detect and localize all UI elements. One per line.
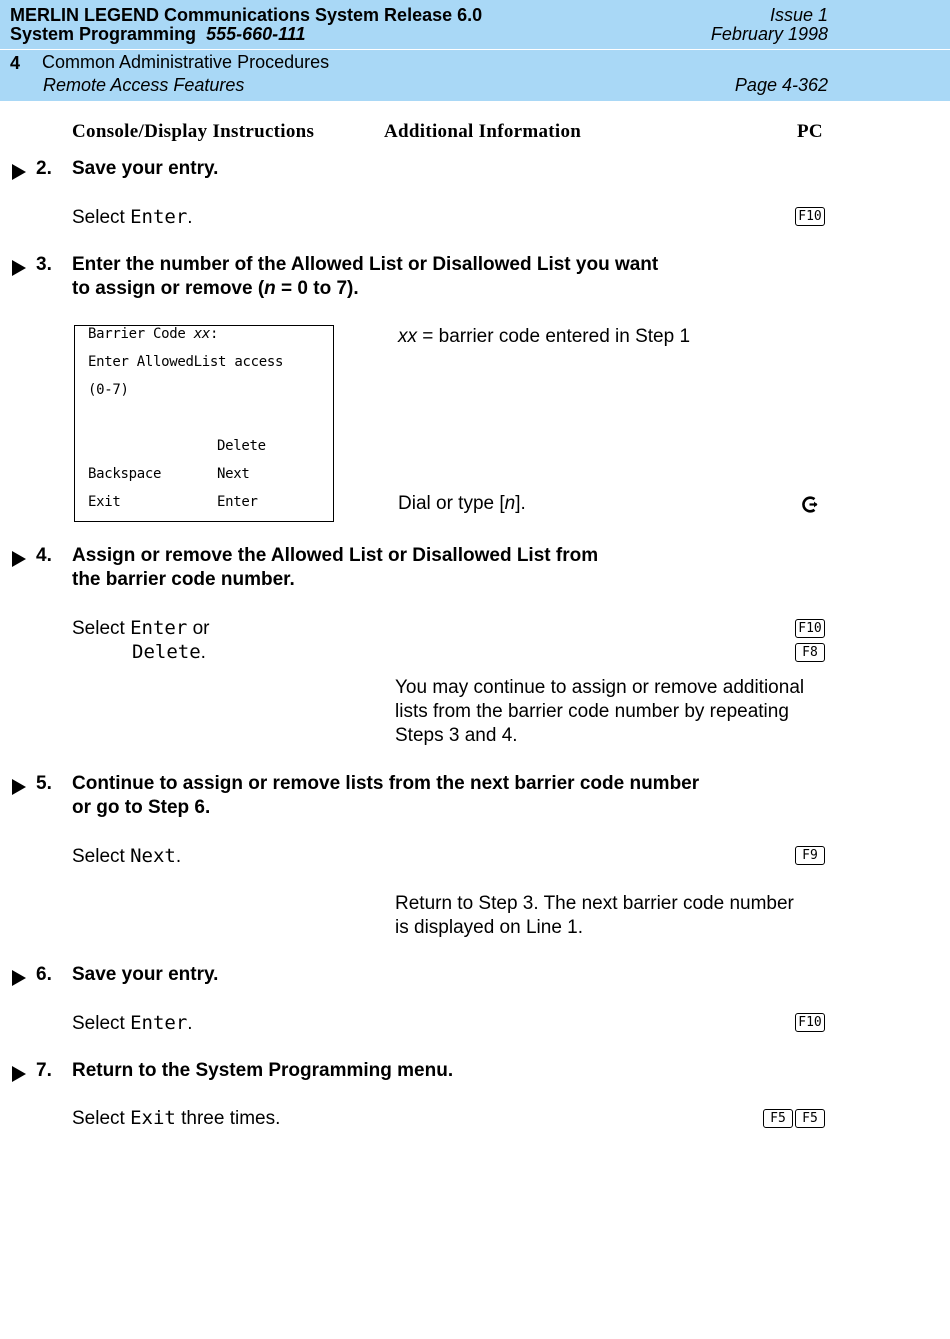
issue-date: February 1998 [710,24,828,44]
chapter-number: 4 [10,53,21,73]
function-key-f5: F5 [763,1109,793,1128]
triangle-right-icon [12,164,26,180]
step-number: 7. [36,1060,52,1081]
step-number: 3. [36,254,52,275]
softkey-enter[interactable]: Enter [217,494,258,510]
softkey-next[interactable]: Next [217,466,250,482]
triangle-right-icon [12,970,26,986]
column-heading-pc: PC [797,121,823,142]
step-title: Save your entry. [72,158,219,179]
column-heading-info: Additional Information [384,121,582,142]
doc-subtitle: System Programming 555-660-111 [10,24,306,44]
triangle-right-icon [12,779,26,795]
step-title-line2: or go to Step 6. [72,797,211,818]
triangle-right-icon [12,551,26,567]
chapter-title: Common Administrative Procedures [42,52,330,72]
function-key-f5: F5 [795,1109,825,1128]
softkey-backspace[interactable]: Backspace [88,466,162,482]
step-number: 2. [36,158,52,179]
column-heading-console: Console/Display Instructions [72,121,315,142]
issue-label: Issue 1 [769,5,828,25]
info-note: xx = barrier code entered in Step 1 [398,326,691,347]
step-title-line2: to assign or remove (n = 0 to 7). [72,278,359,299]
step-title: Return to the System Programming menu. [72,1060,454,1081]
function-key-f9: F9 [795,846,825,865]
step-number: 6. [36,964,52,985]
softkey-exit[interactable]: Exit [88,494,121,510]
screen-line-2: Enter AllowedList access [88,354,284,370]
step-title-line2: the barrier code number. [72,569,295,590]
dial-instruction: Dial or type [n]. [398,493,526,514]
info-note: Return to Step 3. The next barrier code number is displayed on Line 1. [395,893,794,938]
function-key-f10: F10 [795,207,825,226]
header-divider [0,49,950,50]
info-note: You may continue to assign or remove additional lists from the barrier code number by repeating Steps 3 and 4. [395,677,805,746]
triangle-right-icon [12,1066,26,1082]
step-instruction: Select Enter. [72,206,193,228]
step-instruction: Select Enter or [72,617,210,639]
step-title: Save your entry. [72,964,219,985]
softkey-delete[interactable]: Delete [217,438,266,454]
screen-line-3: (0-7) [88,382,129,398]
doc-title: MERLIN LEGEND Communications System Release 6.0 [10,5,483,25]
step-number: 5. [36,773,52,794]
screen-line-1: Barrier Code xx: [88,326,219,342]
step-title: Enter the number of the Allowed List or Disallowed List you want [72,254,659,275]
step-instruction: Select Next. [72,845,182,867]
step-instruction: Select Enter. [72,1012,193,1034]
step-instruction-line2: Delete. [132,641,206,663]
triangle-right-icon [12,260,26,276]
page-number: Page 4-362 [734,75,828,95]
dial-pad-icon [800,495,819,514]
display-screen [74,325,334,522]
step-instruction: Select Exit three times. [72,1107,281,1129]
step-title: Continue to assign or remove lists from the next barrier code number [72,773,700,794]
step-title: Assign or remove the Allowed List or Disallowed List from [72,545,599,566]
function-key-f10: F10 [795,619,825,638]
function-key-f10: F10 [795,1013,825,1032]
section-title: Remote Access Features [43,75,245,95]
step-number: 4. [36,545,52,566]
function-key-f8: F8 [795,643,825,662]
